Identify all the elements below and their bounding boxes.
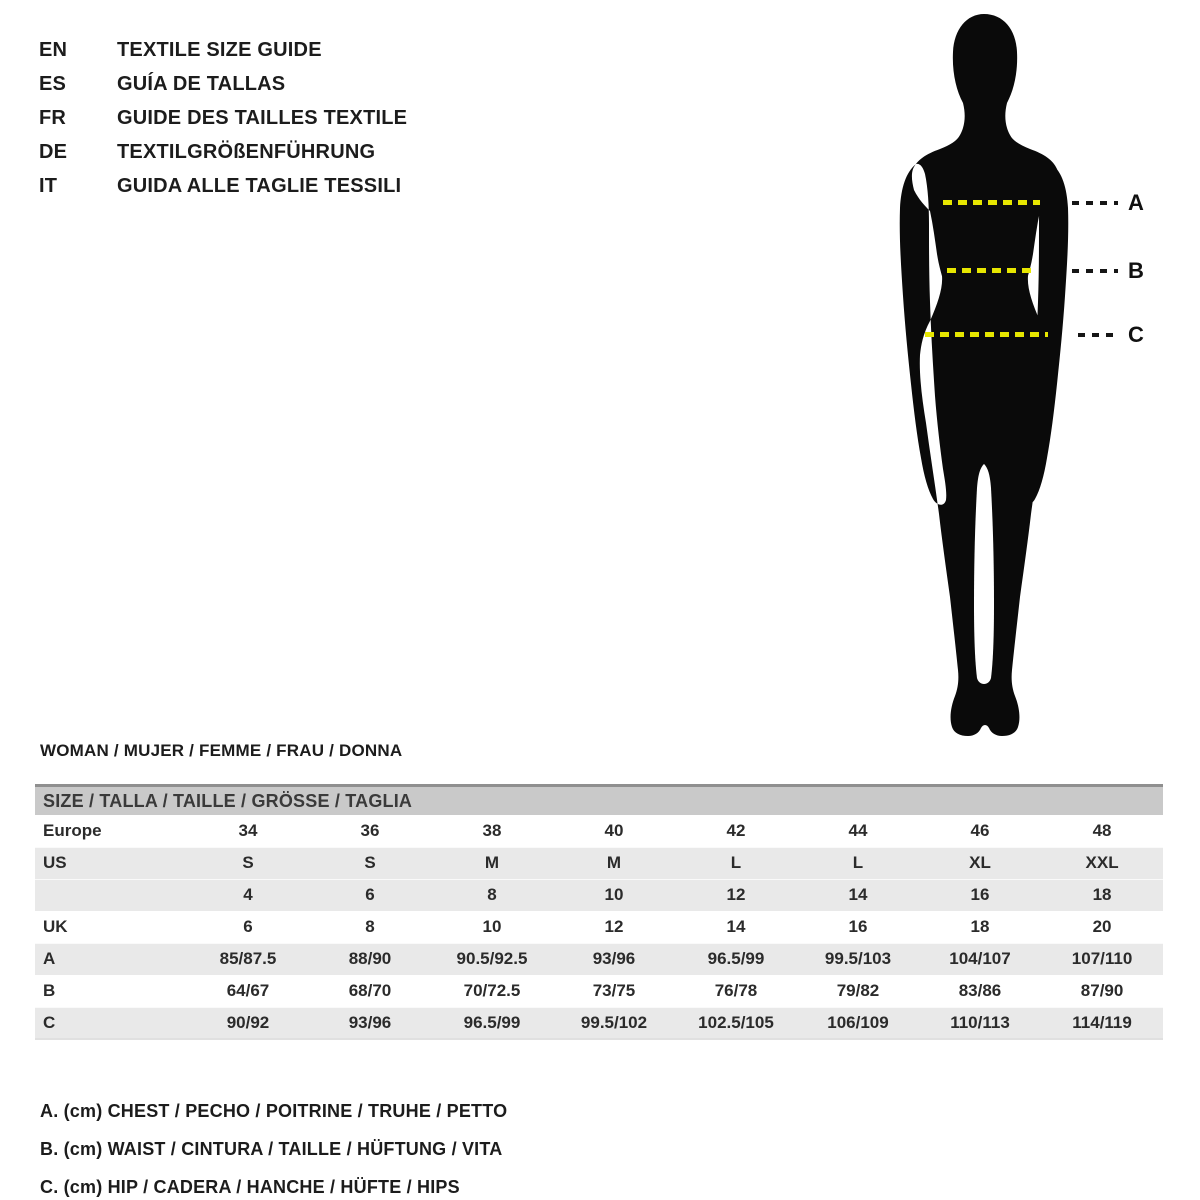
language-guide-title: GUIDE DES TAILLES TEXTILE bbox=[117, 106, 408, 129]
size-cell: 107/110 bbox=[1071, 949, 1133, 968]
section-title: WOMAN / MUJER / FEMME / FRAU / DONNA bbox=[40, 741, 403, 760]
hip-leader-line bbox=[1078, 333, 1118, 337]
size-cell: L bbox=[730, 853, 742, 872]
size-cell: 6 bbox=[365, 885, 375, 904]
language-guide-title: GUIDA ALLE TAGLIE TESSILI bbox=[117, 174, 402, 197]
size-cell: 10 bbox=[604, 885, 624, 904]
size-cell: 18 bbox=[970, 917, 990, 936]
language-code: IT bbox=[39, 174, 58, 197]
size-cell: 70/72.5 bbox=[463, 981, 521, 1000]
size-cell: 44 bbox=[848, 820, 868, 840]
table-row bbox=[35, 815, 1163, 847]
size-cell: 10 bbox=[482, 917, 502, 936]
size-cell: 110/113 bbox=[950, 1012, 1010, 1032]
language-row bbox=[39, 33, 407, 67]
size-cell: S bbox=[364, 853, 376, 872]
size-cell: 93/96 bbox=[592, 949, 636, 968]
size-cell: 16 bbox=[970, 885, 990, 904]
measure-label-b: B bbox=[1128, 258, 1144, 283]
measurement-legend bbox=[40, 1092, 507, 1200]
size-cell: 90/92 bbox=[226, 1012, 270, 1032]
size-cell: 88/90 bbox=[348, 949, 392, 968]
row-label: Europe bbox=[43, 820, 102, 840]
size-cell: XXL bbox=[1085, 853, 1119, 872]
size-cell: 4 bbox=[243, 885, 253, 904]
language-row bbox=[39, 67, 407, 101]
size-cell: 42 bbox=[726, 820, 746, 840]
size-cell: 79/82 bbox=[836, 981, 880, 1000]
size-cell: 6 bbox=[243, 917, 253, 936]
size-cell: 68/70 bbox=[348, 981, 392, 1000]
woman-silhouette bbox=[862, 12, 1106, 738]
row-label: US bbox=[43, 853, 67, 872]
size-cell: 14 bbox=[726, 917, 746, 936]
table-row bbox=[35, 847, 1163, 879]
size-cell: 90.5/92.5 bbox=[456, 949, 528, 968]
waist-measure-line bbox=[947, 268, 1032, 273]
size-cell: 48 bbox=[1092, 820, 1112, 840]
legend-line: B. (cm) WAIST / CINTURA / TAILLE / HÜFTUNG / VITA bbox=[40, 1139, 503, 1159]
language-guide-title: TEXTILE SIZE GUIDE bbox=[117, 38, 322, 61]
size-cell: 40 bbox=[604, 820, 624, 840]
size-cell: 8 bbox=[487, 885, 497, 904]
size-table bbox=[35, 784, 1163, 1040]
size-cell: S bbox=[242, 853, 254, 872]
size-cell: 64/67 bbox=[226, 981, 270, 1000]
size-cell: 93/96 bbox=[348, 1012, 392, 1032]
size-cell: 83/86 bbox=[958, 981, 1002, 1000]
row-label: C bbox=[43, 1012, 56, 1032]
table-row bbox=[35, 911, 1163, 943]
row-label: UK bbox=[43, 917, 68, 936]
size-cell: 16 bbox=[848, 917, 868, 936]
waist-leader-line bbox=[1072, 269, 1118, 273]
size-cell: 87/90 bbox=[1080, 981, 1124, 1000]
language-guide-title: TEXTILGRÖßENFÜHRUNG bbox=[117, 140, 376, 163]
size-cell: 99.5/103 bbox=[824, 949, 892, 968]
size-cell: 46 bbox=[970, 820, 990, 840]
size-cell: 34 bbox=[238, 820, 258, 840]
size-cell: 102.5/105 bbox=[698, 1012, 774, 1032]
size-cell: 96.5/99 bbox=[463, 1012, 521, 1032]
hip-measure-line bbox=[925, 332, 1048, 337]
table-row bbox=[35, 1007, 1163, 1039]
table-row bbox=[35, 943, 1163, 975]
chest-measure-line bbox=[943, 200, 1040, 205]
size-cell: L bbox=[852, 853, 864, 872]
size-cell: XL bbox=[969, 853, 991, 872]
language-title-list bbox=[39, 33, 407, 203]
size-cell: 96.5/99 bbox=[707, 949, 765, 968]
woman-silhouette-figure bbox=[862, 12, 1106, 738]
language-code: ES bbox=[39, 72, 67, 95]
legend-line: C. (cm) HIP / CADERA / HANCHE / HÜFTE / HIPS bbox=[40, 1177, 460, 1197]
size-cell: M bbox=[484, 853, 500, 872]
size-cell: 104/107 bbox=[949, 949, 1011, 968]
row-label bbox=[35, 879, 187, 911]
legend-line: A. (cm) CHEST / PECHO / POITRINE / TRUHE / PETTO bbox=[40, 1101, 508, 1121]
size-cell: M bbox=[606, 853, 622, 872]
size-cell: 76/78 bbox=[714, 981, 758, 1000]
size-cell: 14 bbox=[848, 885, 868, 904]
size-cell: 20 bbox=[1092, 917, 1112, 936]
size-cell: 12 bbox=[726, 885, 746, 904]
row-label: A bbox=[43, 949, 56, 968]
measure-label-a: A bbox=[1128, 190, 1144, 215]
size-cell: 99.5/102 bbox=[580, 1012, 648, 1032]
size-cell: 85/87.5 bbox=[219, 949, 277, 968]
table-header-row bbox=[35, 786, 1163, 816]
size-cell: 36 bbox=[360, 820, 380, 840]
language-row bbox=[39, 101, 407, 135]
language-code: EN bbox=[39, 38, 68, 61]
measure-label-c: C bbox=[1128, 322, 1144, 347]
language-row bbox=[39, 135, 407, 169]
size-cell: 18 bbox=[1092, 885, 1112, 904]
table-row bbox=[35, 975, 1163, 1007]
row-label: B bbox=[43, 981, 56, 1000]
language-row bbox=[39, 169, 407, 203]
language-code: DE bbox=[39, 140, 68, 163]
size-cell: 114/119 bbox=[1072, 1012, 1132, 1032]
chest-leader-line bbox=[1072, 201, 1118, 205]
table-header: SIZE / TALLA / TAILLE / GRÖSSE / TAGLIA bbox=[35, 786, 1163, 816]
language-guide-title: GUÍA DE TALLAS bbox=[117, 72, 286, 95]
size-cell: 38 bbox=[482, 820, 502, 840]
table-row bbox=[35, 879, 1163, 911]
size-cell: 12 bbox=[604, 917, 624, 936]
size-cell: 106/109 bbox=[827, 1012, 889, 1032]
size-cell: 73/75 bbox=[592, 981, 636, 1000]
size-cell: 8 bbox=[365, 917, 375, 936]
language-code: FR bbox=[39, 106, 67, 129]
